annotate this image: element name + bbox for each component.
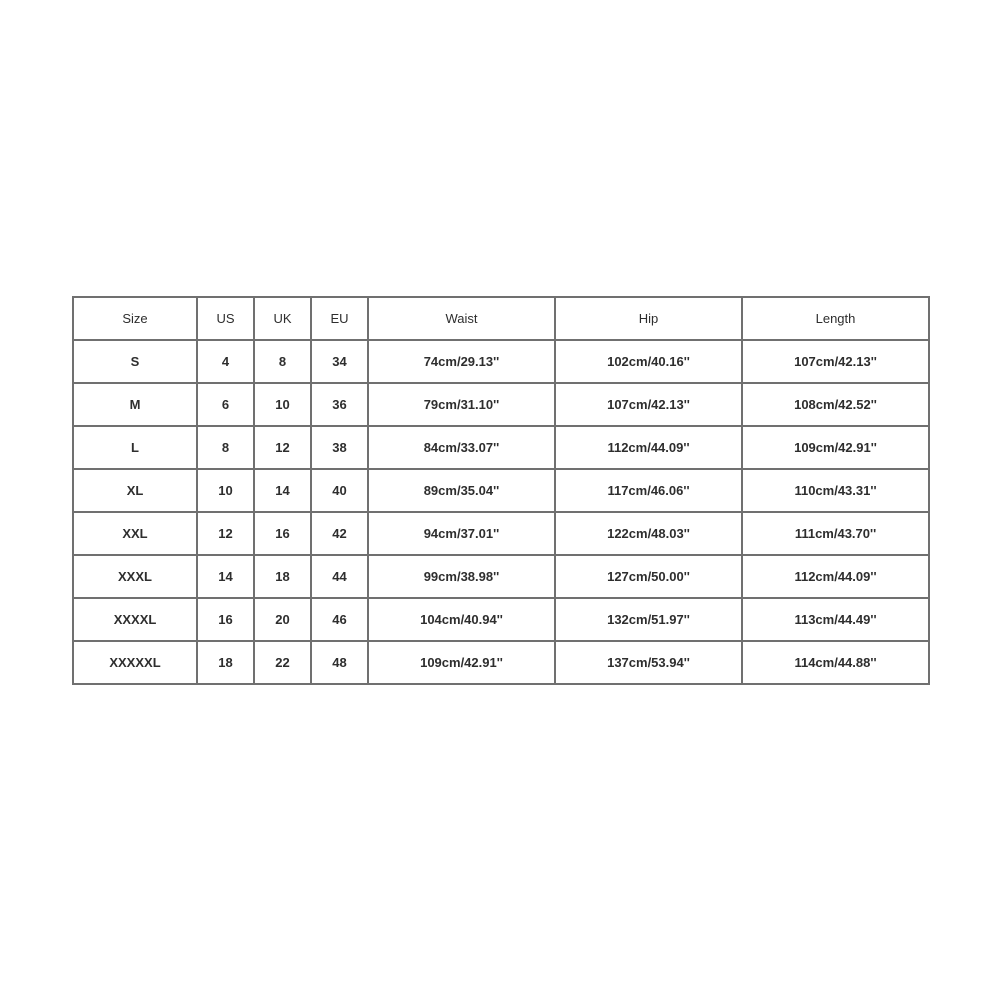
cell-size: XXL [73,512,197,555]
cell-eu: 40 [311,469,368,512]
cell-length: 112cm/44.09'' [742,555,929,598]
cell-eu: 42 [311,512,368,555]
cell-waist: 104cm/40.94'' [368,598,555,641]
cell-us: 8 [197,426,254,469]
cell-uk: 10 [254,383,311,426]
cell-length: 114cm/44.88'' [742,641,929,684]
cell-waist: 99cm/38.98'' [368,555,555,598]
cell-length: 108cm/42.52'' [742,383,929,426]
header-hip: Hip [555,297,742,340]
cell-hip: 132cm/51.97'' [555,598,742,641]
cell-us: 10 [197,469,254,512]
cell-waist: 89cm/35.04'' [368,469,555,512]
cell-eu: 34 [311,340,368,383]
cell-waist: 109cm/42.91'' [368,641,555,684]
cell-size: S [73,340,197,383]
cell-size: XXXXXL [73,641,197,684]
cell-waist: 94cm/37.01'' [368,512,555,555]
cell-uk: 18 [254,555,311,598]
cell-size: XL [73,469,197,512]
table-row [73,383,929,426]
cell-eu: 48 [311,641,368,684]
cell-us: 12 [197,512,254,555]
table-row [73,340,929,383]
cell-us: 18 [197,641,254,684]
cell-hip: 122cm/48.03'' [555,512,742,555]
cell-waist: 84cm/33.07'' [368,426,555,469]
cell-uk: 22 [254,641,311,684]
table-row [73,469,929,512]
size-chart-body [73,340,929,684]
header-size: Size [73,297,197,340]
table-row [73,598,929,641]
cell-waist: 79cm/31.10'' [368,383,555,426]
cell-length: 111cm/43.70'' [742,512,929,555]
header-length: Length [742,297,929,340]
cell-eu: 38 [311,426,368,469]
cell-waist: 74cm/29.13'' [368,340,555,383]
cell-hip: 112cm/44.09'' [555,426,742,469]
cell-hip: 127cm/50.00'' [555,555,742,598]
cell-eu: 46 [311,598,368,641]
cell-length: 109cm/42.91'' [742,426,929,469]
cell-length: 107cm/42.13'' [742,340,929,383]
cell-uk: 8 [254,340,311,383]
cell-size: M [73,383,197,426]
cell-us: 16 [197,598,254,641]
header-us: US [197,297,254,340]
cell-uk: 20 [254,598,311,641]
size-chart-table [72,296,930,685]
cell-hip: 117cm/46.06'' [555,469,742,512]
cell-size: L [73,426,197,469]
cell-us: 4 [197,340,254,383]
table-row [73,426,929,469]
cell-us: 14 [197,555,254,598]
cell-hip: 107cm/42.13'' [555,383,742,426]
cell-size: XXXXL [73,598,197,641]
cell-length: 113cm/44.49'' [742,598,929,641]
cell-hip: 102cm/40.16'' [555,340,742,383]
cell-uk: 14 [254,469,311,512]
cell-uk: 16 [254,512,311,555]
cell-eu: 36 [311,383,368,426]
cell-length: 110cm/43.31'' [742,469,929,512]
header-row [73,297,929,340]
cell-uk: 12 [254,426,311,469]
table-row [73,555,929,598]
table-row [73,512,929,555]
table-row [73,641,929,684]
header-eu: EU [311,297,368,340]
header-waist: Waist [368,297,555,340]
cell-hip: 137cm/53.94'' [555,641,742,684]
cell-eu: 44 [311,555,368,598]
size-chart-header [73,297,929,340]
cell-us: 6 [197,383,254,426]
header-uk: UK [254,297,311,340]
cell-size: XXXL [73,555,197,598]
